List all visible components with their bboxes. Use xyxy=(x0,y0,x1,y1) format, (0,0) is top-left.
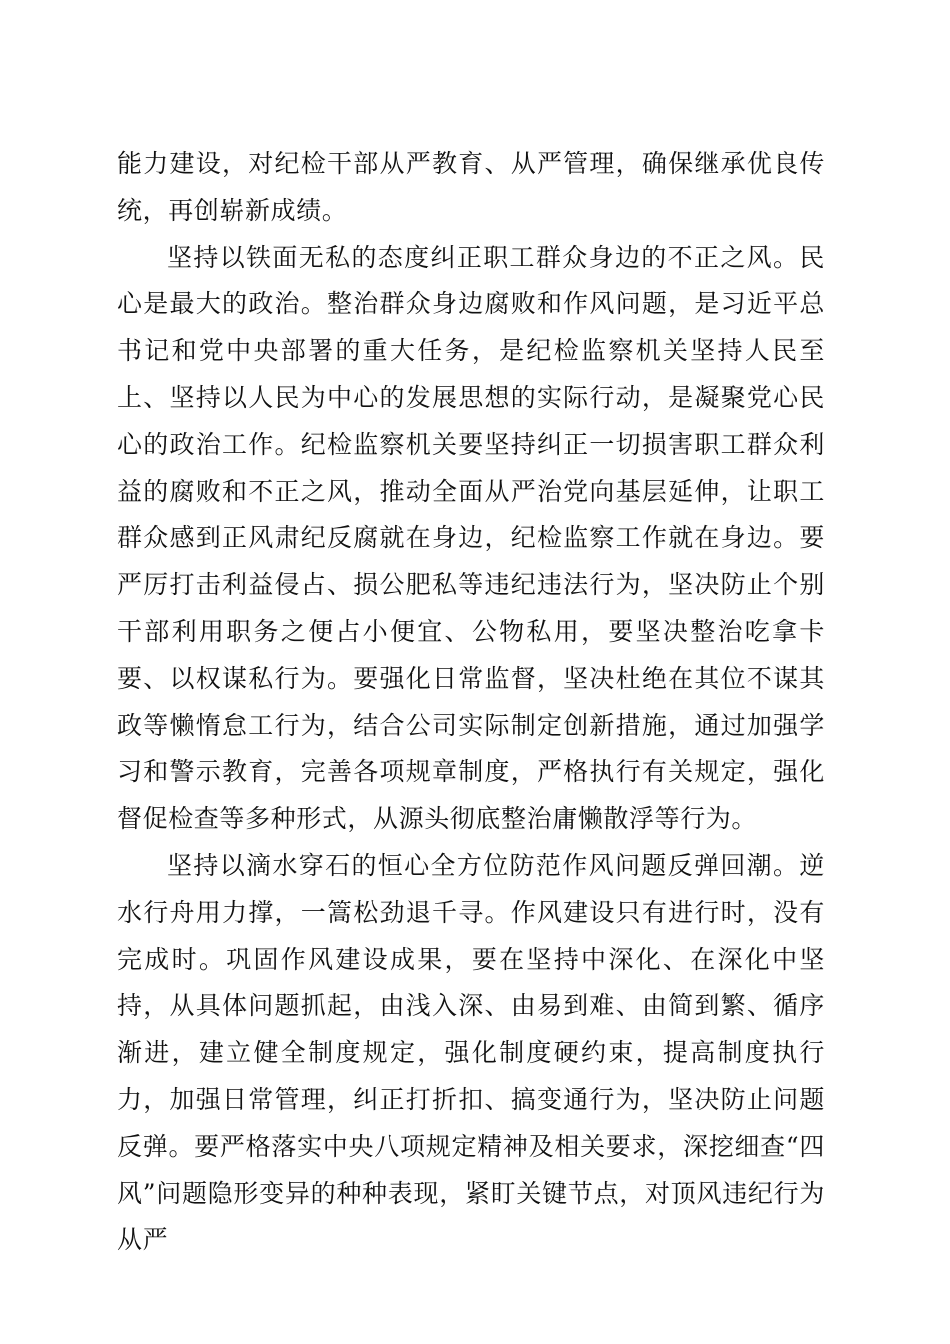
paragraph-prevent-rebound: 坚持以滴水穿石的恒心全方位防范作风问题反弹回潮。逆水行舟用力撑，一篙松劲退千寻。作风建设只有进行时，没有完成时。巩固作风建设成果，要在坚持中深化、在深化中坚持，从具体问题抓起，由浅入深、由易到难、由简到繁、循序渐进，建立健全制度规定，强化制度硬约束，提高制度执行力，加强日常管理，纠正打折扣、搞变通行为，坚决防止问题反弹。要严格落实中央八项规定精神及相关要求，深挖细查“四风”问题隐形变异的种种表现，紧盯关键节点，对顶风违纪行为从严 xyxy=(117,850,825,1255)
paragraph-correct-unhealthy-practices: 坚持以铁面无私的态度纠正职工群众身边的不正之风。民心是最大的政治。整治群众身边腐败和作风问题，是习近平总书记和党中央部署的重大任务，是纪检监察机关坚持人民至上、坚持以人民为中心的发展思想的实际行动，是凝聚党心民心的政治工作。纪检监察机关要坚持纠正一切损害职工群众利益的腐败和不正之风，推动全面从严治党向基层延伸，让职工群众感到正风肃纪反腐就在身边，纪检监察工作就在身边。要严厉打击利益侵占、损公肥私等违纪违法行为，坚决防止个别干部利用职务之便占小便宜、公物私用，要坚决整治吃拿卡要、以权谋私行为。要强化日常监督，坚决杜绝在其位不谋其政等懒惰怠工行为，结合公司实际制定创新措施，通过加强学习和警示教育，完善各项规章制度，严格执行有关规定，强化督促检查等多种形式，从源头彻底整治庸懒散浮等行为。 xyxy=(117,242,825,834)
document-body xyxy=(117,141,825,1264)
paragraph-continuation: 能力建设，对纪检干部从严教育、从严管理，确保继承优良传统，再创崭新成绩。 xyxy=(117,149,825,225)
